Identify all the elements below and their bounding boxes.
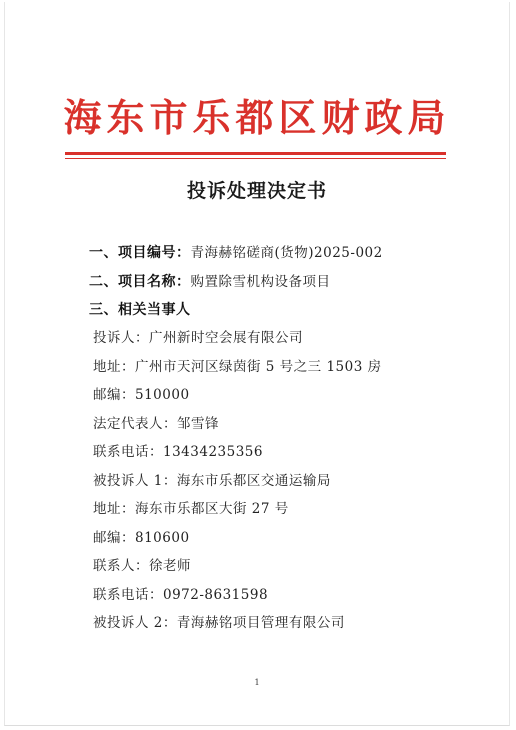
complainant-line: 投诉人：广州新时空会展有限公司	[93, 330, 303, 346]
complainant-phone-line: 联系电话：13434235356	[93, 444, 263, 460]
respondent-2-line: 被投诉人 2：青海赫铭项目管理有限公司	[93, 615, 345, 631]
complainant-address-line: 地址：广州市天河区绿茵街 5 号之三 1503 房	[93, 359, 382, 375]
complainant-postcode-line: 邮编：510000	[93, 387, 190, 403]
agency-header: 海东市乐都区财政局	[63, 95, 451, 140]
respondent-1-address-line: 地址：海东市乐都区大街 27 号	[93, 501, 289, 517]
header-rule-thick	[65, 152, 446, 155]
section-parties	[89, 301, 191, 319]
section-heading: 一、项目编号：	[89, 245, 191, 261]
page-number: 1	[254, 678, 260, 687]
document-page	[4, 2, 510, 726]
section-project-name	[89, 273, 331, 291]
section-value: 购置除雪机构设备项目	[190, 274, 331, 290]
respondent-1-contact-line: 联系人：徐老师	[93, 558, 191, 574]
section-heading: 二、项目名称：	[89, 274, 191, 290]
section-value: 青海赫铭磋商(货物)2025-002	[190, 245, 383, 261]
respondent-1-postcode-line: 邮编：810600	[93, 530, 190, 546]
legal-representative-line: 法定代表人：邹雪锋	[93, 416, 219, 432]
section-project-number	[89, 244, 383, 262]
header-rule-thin	[65, 158, 446, 159]
section-heading: 三、相关当事人	[89, 302, 191, 318]
respondent-1-phone-line: 联系电话：0972-8631598	[93, 587, 269, 603]
respondent-1-line: 被投诉人 1：海东市乐都区交通运输局	[93, 473, 331, 489]
document-title: 投诉处理决定书	[186, 180, 327, 202]
